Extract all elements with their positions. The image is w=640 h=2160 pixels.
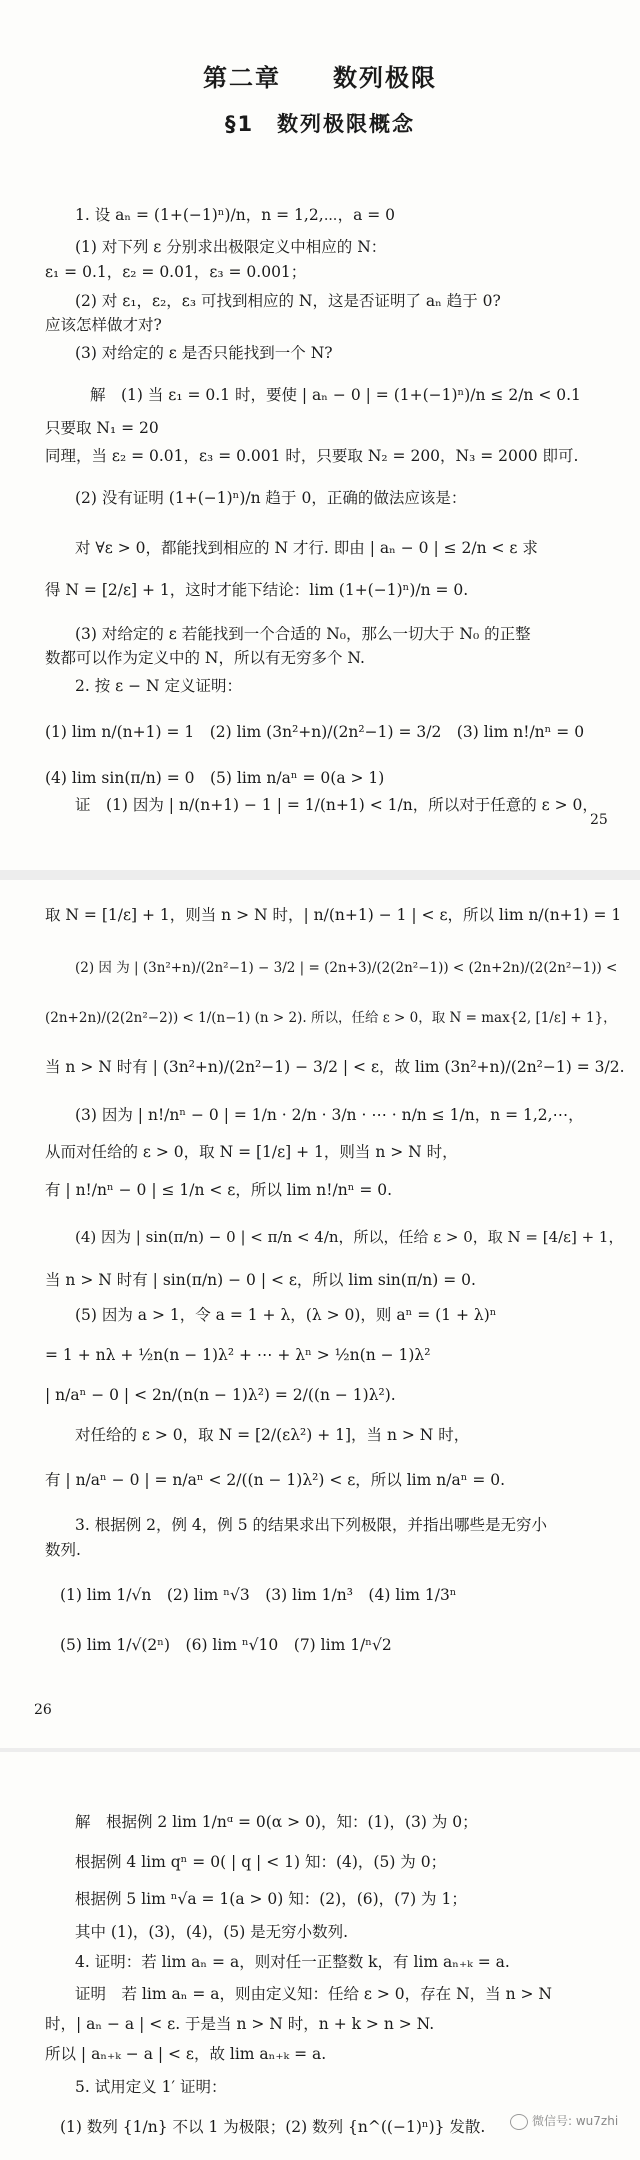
text-line: 1. 设 aₙ = (1+(−1)ⁿ)/n，n = 1,2,⋯，a = 0 bbox=[75, 206, 396, 224]
text-line: 解 根据例 2 lim 1/nᵅ = 0(α > 0)，知：(1)，(3) 为 0； bbox=[75, 1813, 478, 1831]
page-number: 26 bbox=[34, 1702, 52, 1718]
text-line: ε₁ = 0.1，ε₂ = 0.01，ε₃ = 0.001； bbox=[45, 263, 307, 281]
text-line: 证 (1) 因为 | n/(n+1) − 1 | = 1/(n+1) < 1/n，所以对于任意的 ε > 0， bbox=[75, 796, 598, 814]
wechat-icon bbox=[510, 2114, 528, 2130]
text-line: 根据例 5 lim ⁿ√a = 1(a > 0) 知：(2)，(6)，(7) 为 1； bbox=[75, 1890, 467, 1908]
text-line: (1) lim 1/√n (2) lim ⁿ√3 (3) lim 1/n³ (4) lim 1/3ⁿ bbox=[60, 1586, 457, 1604]
text-line: (2) 对 ε₁，ε₂，ε₃ 可找到相应的 N，这是否证明了 aₙ 趋于 0? bbox=[75, 292, 501, 310]
text-line: (3) 因为 | n!/nⁿ − 0 | = 1/n · 2/n · 3/n · ⋯ · n/n ≤ 1/n，n = 1,2,⋯， bbox=[75, 1106, 584, 1124]
text-line: (3) 对给定的 ε 若能找到一个合适的 N₀，那么一切大于 N₀ 的正整 bbox=[75, 625, 531, 643]
text-line: (2) 因 为 | (3n²+n)/(2n²−1) − 3/2 | = (2n+3)/(2(2n²−1)) < (2n+2n)/(2(2n²−1)) < bbox=[75, 960, 618, 976]
text-line: (1) lim n/(n+1) = 1 (2) lim (3n²+n)/(2n²−1) = 3/2 (3) lim n!/nⁿ = 0 bbox=[45, 723, 585, 741]
text-line: 其中 (1)，(3)，(4)，(5) 是无穷小数列. bbox=[75, 1923, 349, 1941]
text-line: | n/aⁿ − 0 | < 2n/(n(n − 1)λ²) = 2/((n − 1)λ²). bbox=[45, 1386, 396, 1404]
textbook-page-26 bbox=[0, 880, 640, 1748]
page-divider bbox=[0, 870, 640, 880]
text-line: 2. 按 ε − N 定义证明： bbox=[75, 677, 243, 695]
text-line: (2) 没有证明 (1+(−1)ⁿ)/n 趋于 0，正确的做法应该是： bbox=[75, 489, 467, 507]
text-line: 从而对任给的 ε > 0，取 N = [1/ε] + 1，则当 n > N 时， bbox=[45, 1143, 458, 1161]
text-line: 根据例 4 lim qⁿ = 0( | q | < 1) 知：(4)，(5) 为 0； bbox=[75, 1853, 447, 1871]
text-line: (2n+2n)/(2(2n²−2)) < 1/(n−1) (n > 2). 所以，任给 ε > 0，取 N = max{2, [1/ε] + 1}， bbox=[45, 1010, 617, 1026]
section-title: §1 数列极限概念 bbox=[224, 112, 416, 136]
chapter-title: 第二章 数列极限 bbox=[203, 64, 437, 92]
text-line: 当 n > N 时有 | sin(π/n) − 0 | < ε，所以 lim sin(π/n) = 0. bbox=[45, 1271, 476, 1289]
text-line: 5. 试用定义 1′ 证明： bbox=[75, 2078, 227, 2096]
text-line: (5) lim 1/√(2ⁿ) (6) lim ⁿ√10 (7) lim 1/ⁿ√2 bbox=[60, 1636, 392, 1654]
text-line: (3) 对给定的 ε 是否只能找到一个 N? bbox=[75, 344, 333, 362]
text-line: (4) 因为 | sin(π/n) − 0 | < π/n < 4/n，所以，任给 ε > 0，取 N = [4/ε] + 1， bbox=[75, 1228, 624, 1246]
page-number: 25 bbox=[590, 812, 608, 828]
text-line: 取 N = [1/ε] + 1，则当 n > N 时，| n/(n+1) − 1 | < ε，所以 lim n/(n+1) = 1 bbox=[45, 906, 622, 924]
text-line: (1) 对下列 ε 分别求出极限定义中相应的 N： bbox=[75, 238, 387, 256]
text-line: 4. 证明：若 lim aₙ = a，则对任一正整数 k，有 lim aₙ₊ₖ = a. bbox=[75, 1953, 510, 1971]
text-line: 应该怎样做才对? bbox=[45, 316, 162, 334]
text-line: (4) lim sin(π/n) = 0 (5) lim n/aⁿ = 0(a > 1) bbox=[45, 769, 385, 787]
text-line: 同理，当 ε₂ = 0.01，ε₃ = 0.001 时，只要取 N₂ = 200，N₃ = 2000 即可. bbox=[45, 447, 579, 465]
text-line: 时，| aₙ − a | < ε. 于是当 n > N 时，n + k > n > N. bbox=[45, 2015, 435, 2033]
watermark-text: 微信号: wu7zhi bbox=[532, 2114, 619, 2128]
text-line: 解 (1) 当 ε₁ = 0.1 时，要使 | aₙ − 0 | = (1+(−1)ⁿ)/n ≤ 2/n < 0.1 bbox=[90, 386, 581, 404]
text-line: (5) 因为 a > 1，令 a = 1 + λ，(λ > 0)，则 aⁿ = (1 + λ)ⁿ bbox=[75, 1306, 497, 1324]
text-line: 3. 根据例 2，例 4，例 5 的结果求出下列极限，并指出哪些是无穷小 bbox=[75, 1516, 548, 1534]
text-line: 所以 | aₙ₊ₖ − a | < ε，故 lim aₙ₊ₖ = a. bbox=[45, 2045, 327, 2063]
text-line: 数都可以作为定义中的 N，所以有无穷多个 N. bbox=[45, 649, 365, 667]
textbook-page-27 bbox=[0, 1752, 640, 2160]
text-line: 证明 若 lim aₙ = a，则由定义知：任给 ε > 0，存在 N，当 n > N bbox=[75, 1985, 552, 2003]
text-line: 得 N = [2/ε] + 1，这时才能下结论：lim (1+(−1)ⁿ)/n = 0. bbox=[45, 581, 469, 599]
textbook-page-25 bbox=[0, 0, 640, 870]
text-line: 对 ∀ε > 0，都能找到相应的 N 才行. 即由 | aₙ − 0 | ≤ 2/n < ε 求 bbox=[75, 539, 538, 557]
text-line: 有 | n/aⁿ − 0 | = n/aⁿ < 2/((n − 1)λ²) < ε，所以 lim n/aⁿ = 0. bbox=[45, 1471, 506, 1489]
text-line: 当 n > N 时有 | (3n²+n)/(2n²−1) − 3/2 | < ε，故 lim (3n²+n)/(2n²−1) = 3/2. bbox=[45, 1058, 625, 1076]
text-line: 对任给的 ε > 0，取 N = [2/(ελ²) + 1]，当 n > N 时， bbox=[75, 1426, 470, 1444]
wechat-watermark bbox=[510, 2112, 618, 2130]
text-line: 有 | n!/nⁿ − 0 | ≤ 1/n < ε，所以 lim n!/nⁿ = 0. bbox=[45, 1181, 393, 1199]
text-line: 只要取 N₁ = 20 bbox=[45, 419, 159, 437]
text-line: 数列. bbox=[45, 1541, 81, 1559]
text-line: (1) 数列 {1/n} 不以 1 为极限；(2) 数列 {n^((−1)ⁿ)} 发散. bbox=[60, 2118, 486, 2136]
text-line: = 1 + nλ + ½n(n − 1)λ² + ⋯ + λⁿ > ½n(n − 1)λ² bbox=[45, 1346, 431, 1364]
